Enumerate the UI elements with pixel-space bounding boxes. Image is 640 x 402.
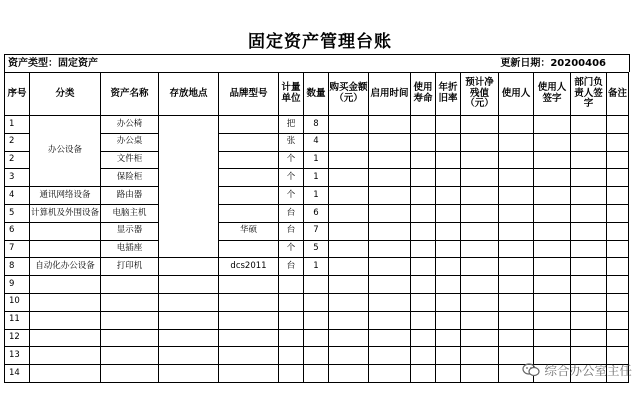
user-cell: [499, 151, 534, 169]
row-number-cell: 5: [5, 204, 30, 222]
asset-name-cell: [101, 311, 159, 329]
asset-name-cell: 办公桌: [101, 133, 159, 151]
unit-cell: [279, 347, 304, 365]
col-header: 数量: [304, 73, 329, 116]
remark-cell: [607, 116, 629, 134]
row-number-cell: 7: [5, 240, 30, 258]
service-life-cell: [411, 276, 436, 294]
depreciation-rate-cell: [436, 116, 461, 134]
asset-type-label: 资产类型：固定资产: [8, 58, 98, 69]
service-life-cell: [411, 293, 436, 311]
start-date-cell: [369, 365, 411, 383]
depreciation-rate-cell: [436, 276, 461, 294]
start-date-cell: [369, 222, 411, 240]
col-header: 预计净残值（元）: [461, 73, 499, 116]
asset-name-cell: 电脑主机: [101, 204, 159, 222]
update-date-label: 更新日期：20200406: [500, 58, 606, 69]
row-number-cell: 14: [5, 365, 30, 383]
category-cell: [30, 222, 101, 240]
meta-bar: [4, 54, 630, 72]
brand-model-cell: [219, 116, 279, 134]
quantity-cell: [304, 293, 329, 311]
user-cell: [499, 276, 534, 294]
asset-name-cell: 办公椅: [101, 116, 159, 134]
start-date-cell: [369, 347, 411, 365]
purchase-amount-cell: [329, 365, 369, 383]
remark-cell: [607, 169, 629, 187]
location-cell: [159, 365, 219, 383]
asset-name-cell: [101, 329, 159, 347]
service-life-cell: [411, 151, 436, 169]
quantity-cell: [304, 276, 329, 294]
service-life-cell: [411, 222, 436, 240]
depreciation-rate-cell: [436, 311, 461, 329]
user-signature-cell: [534, 293, 571, 311]
purchase-amount-cell: [329, 293, 369, 311]
unit-cell: 台: [279, 258, 304, 276]
depreciation-rate-cell: [436, 169, 461, 187]
start-date-cell: [369, 329, 411, 347]
remark-cell: [607, 133, 629, 151]
user-signature-cell: [534, 133, 571, 151]
residual-value-cell: [461, 133, 499, 151]
service-life-cell: [411, 116, 436, 134]
purchase-amount-cell: [329, 169, 369, 187]
unit-cell: 把: [279, 116, 304, 134]
brand-model-cell: [219, 329, 279, 347]
head-signature-cell: [571, 329, 607, 347]
row-number-cell: 12: [5, 329, 30, 347]
unit-cell: [279, 365, 304, 383]
row-number-cell: 2: [5, 151, 30, 169]
user-signature-cell: [534, 187, 571, 205]
col-header: 启用时间: [369, 73, 411, 116]
user-signature-cell: [534, 240, 571, 258]
asset-name-cell: [101, 293, 159, 311]
row-number-cell: 1: [5, 116, 30, 134]
quantity-cell: 6: [304, 204, 329, 222]
depreciation-rate-cell: [436, 187, 461, 205]
col-header: 计量单位: [279, 73, 304, 116]
head-signature-cell: [571, 169, 607, 187]
residual-value-cell: [461, 116, 499, 134]
category-cell: [30, 240, 101, 258]
depreciation-rate-cell: [436, 151, 461, 169]
user-signature-cell: [534, 276, 571, 294]
head-signature-cell: [571, 293, 607, 311]
asset-name-cell: 显示器: [101, 222, 159, 240]
quantity-cell: 1: [304, 258, 329, 276]
location-cell: [159, 329, 219, 347]
row-number-cell: 3: [5, 169, 30, 187]
unit-cell: 个: [279, 151, 304, 169]
unit-cell: 个: [279, 240, 304, 258]
page-title: 固定资产管理台账: [248, 32, 392, 52]
category-cell: [30, 311, 101, 329]
table-row: [5, 187, 629, 205]
user-cell: [499, 133, 534, 151]
asset-name-cell: [101, 365, 159, 383]
row-number-cell: 11: [5, 311, 30, 329]
depreciation-rate-cell: [436, 204, 461, 222]
quantity-cell: 1: [304, 169, 329, 187]
start-date-cell: [369, 116, 411, 134]
asset-name-cell: 电插座: [101, 240, 159, 258]
residual-value-cell: [461, 365, 499, 383]
col-header: 使用人签字: [534, 73, 571, 116]
start-date-cell: [369, 311, 411, 329]
remark-cell: [607, 222, 629, 240]
residual-value-cell: [461, 204, 499, 222]
quantity-cell: 7: [304, 222, 329, 240]
user-signature-cell: [534, 258, 571, 276]
table-header: [5, 73, 629, 116]
unit-cell: 台: [279, 222, 304, 240]
service-life-cell: [411, 329, 436, 347]
head-signature-cell: [571, 240, 607, 258]
remark-cell: [607, 276, 629, 294]
location-cell: [159, 347, 219, 365]
purchase-amount-cell: [329, 329, 369, 347]
user-cell: [499, 240, 534, 258]
quantity-cell: 5: [304, 240, 329, 258]
residual-value-cell: [461, 258, 499, 276]
unit-cell: 台: [279, 204, 304, 222]
service-life-cell: [411, 133, 436, 151]
asset-name-cell: [101, 347, 159, 365]
user-signature-cell: [534, 116, 571, 134]
head-signature-cell: [571, 258, 607, 276]
table-row: [5, 204, 629, 222]
table-row: [5, 276, 629, 294]
quantity-cell: [304, 347, 329, 365]
purchase-amount-cell: [329, 133, 369, 151]
asset-name-cell: 保险柜: [101, 169, 159, 187]
user-cell: [499, 293, 534, 311]
unit-cell: [279, 276, 304, 294]
remark-cell: [607, 311, 629, 329]
row-number-cell: 9: [5, 276, 30, 294]
col-header: 分类: [30, 73, 101, 116]
brand-model-cell: [219, 365, 279, 383]
unit-cell: [279, 311, 304, 329]
user-cell: [499, 258, 534, 276]
watermark: [522, 360, 632, 380]
table-row: [5, 258, 629, 276]
asset-name-cell: 路由器: [101, 187, 159, 205]
category-cell: [30, 293, 101, 311]
depreciation-rate-cell: [436, 222, 461, 240]
purchase-amount-cell: [329, 204, 369, 222]
asset-ledger-table: [4, 72, 629, 383]
quantity-cell: 1: [304, 151, 329, 169]
purchase-amount-cell: [329, 116, 369, 134]
start-date-cell: [369, 204, 411, 222]
quantity-cell: 1: [304, 187, 329, 205]
residual-value-cell: [461, 187, 499, 205]
purchase-amount-cell: [329, 151, 369, 169]
service-life-cell: [411, 169, 436, 187]
start-date-cell: [369, 151, 411, 169]
remark-cell: [607, 293, 629, 311]
purchase-amount-cell: [329, 347, 369, 365]
row-number-cell: 6: [5, 222, 30, 240]
residual-value-cell: [461, 347, 499, 365]
category-cell: [30, 365, 101, 383]
depreciation-rate-cell: [436, 347, 461, 365]
location-cell: [159, 116, 219, 258]
brand-model-cell: [219, 204, 279, 222]
residual-value-cell: [461, 240, 499, 258]
col-header: 年折旧率: [436, 73, 461, 116]
category-cell: [30, 347, 101, 365]
service-life-cell: [411, 204, 436, 222]
depreciation-rate-cell: [436, 365, 461, 383]
user-cell: [499, 116, 534, 134]
residual-value-cell: [461, 151, 499, 169]
start-date-cell: [369, 169, 411, 187]
depreciation-rate-cell: [436, 329, 461, 347]
table-body: [5, 116, 629, 383]
unit-cell: [279, 329, 304, 347]
unit-cell: 张: [279, 133, 304, 151]
service-life-cell: [411, 258, 436, 276]
depreciation-rate-cell: [436, 133, 461, 151]
category-cell: 通讯网络设备: [30, 187, 101, 205]
purchase-amount-cell: [329, 240, 369, 258]
user-cell: [499, 169, 534, 187]
brand-model-cell: dcs2011: [219, 258, 279, 276]
brand-model-cell: [219, 133, 279, 151]
asset-name-cell: [101, 276, 159, 294]
service-life-cell: [411, 187, 436, 205]
location-cell: [159, 276, 219, 294]
wechat-icon: [522, 363, 540, 377]
user-cell: [499, 311, 534, 329]
head-signature-cell: [571, 204, 607, 222]
remark-cell: [607, 329, 629, 347]
head-signature-cell: [571, 133, 607, 151]
category-cell: 计算机及外围设备: [30, 204, 101, 222]
residual-value-cell: [461, 169, 499, 187]
row-number-cell: 2: [5, 133, 30, 151]
brand-model-cell: [219, 347, 279, 365]
head-signature-cell: [571, 222, 607, 240]
brand-model-cell: [219, 151, 279, 169]
row-number-cell: 10: [5, 293, 30, 311]
remark-cell: [607, 258, 629, 276]
start-date-cell: [369, 187, 411, 205]
col-header: 使用人: [499, 73, 534, 116]
service-life-cell: [411, 347, 436, 365]
start-date-cell: [369, 293, 411, 311]
brand-model-cell: [219, 169, 279, 187]
unit-cell: 个: [279, 187, 304, 205]
user-signature-cell: [534, 151, 571, 169]
col-header: 资产名称: [101, 73, 159, 116]
table-row: [5, 329, 629, 347]
residual-value-cell: [461, 329, 499, 347]
quantity-cell: [304, 365, 329, 383]
head-signature-cell: [571, 311, 607, 329]
col-header: 品牌型号: [219, 73, 279, 116]
brand-model-cell: [219, 311, 279, 329]
brand-model-cell: [219, 276, 279, 294]
category-cell: 自动化办公设备: [30, 258, 101, 276]
start-date-cell: [369, 133, 411, 151]
start-date-cell: [369, 276, 411, 294]
category-cell: [30, 329, 101, 347]
quantity-cell: [304, 311, 329, 329]
user-signature-cell: [534, 204, 571, 222]
user-cell: [499, 222, 534, 240]
col-header: 序号: [5, 73, 30, 116]
unit-cell: 个: [279, 169, 304, 187]
category-cell: [30, 276, 101, 294]
service-life-cell: [411, 311, 436, 329]
brand-model-cell: 华硕: [219, 222, 279, 240]
start-date-cell: [369, 258, 411, 276]
remark-cell: [607, 240, 629, 258]
user-signature-cell: [534, 222, 571, 240]
brand-model-cell: [219, 293, 279, 311]
row-number-cell: 13: [5, 347, 30, 365]
start-date-cell: [369, 240, 411, 258]
purchase-amount-cell: [329, 311, 369, 329]
residual-value-cell: [461, 276, 499, 294]
col-header: 部门负责人签字: [571, 73, 607, 116]
purchase-amount-cell: [329, 258, 369, 276]
user-cell: [499, 187, 534, 205]
head-signature-cell: [571, 276, 607, 294]
remark-cell: [607, 187, 629, 205]
purchase-amount-cell: [329, 222, 369, 240]
table-row: [5, 116, 629, 134]
user-signature-cell: [534, 169, 571, 187]
category-cell: 办公设备: [30, 116, 101, 187]
col-header: 备注: [607, 73, 629, 116]
table-row: [5, 293, 629, 311]
residual-value-cell: [461, 311, 499, 329]
asset-name-cell: 文件柜: [101, 151, 159, 169]
location-cell: [159, 293, 219, 311]
watermark-text: 综合办公室主任: [544, 363, 632, 378]
brand-model-cell: [219, 187, 279, 205]
remark-cell: [607, 204, 629, 222]
row-number-cell: 4: [5, 187, 30, 205]
remark-cell: [607, 151, 629, 169]
user-signature-cell: [534, 329, 571, 347]
depreciation-rate-cell: [436, 293, 461, 311]
col-header: 购买金额（元）: [329, 73, 369, 116]
table-row: [5, 222, 629, 240]
table-row: [5, 311, 629, 329]
asset-name-cell: 打印机: [101, 258, 159, 276]
service-life-cell: [411, 365, 436, 383]
quantity-cell: 4: [304, 133, 329, 151]
location-cell: [159, 311, 219, 329]
depreciation-rate-cell: [436, 240, 461, 258]
user-signature-cell: [534, 311, 571, 329]
unit-cell: [279, 293, 304, 311]
location-cell: [159, 258, 219, 276]
head-signature-cell: [571, 187, 607, 205]
quantity-cell: 8: [304, 116, 329, 134]
depreciation-rate-cell: [436, 258, 461, 276]
head-signature-cell: [571, 116, 607, 134]
residual-value-cell: [461, 293, 499, 311]
col-header: 使用寿命: [411, 73, 436, 116]
user-cell: [499, 204, 534, 222]
user-cell: [499, 329, 534, 347]
table-row: [5, 240, 629, 258]
purchase-amount-cell: [329, 276, 369, 294]
head-signature-cell: [571, 151, 607, 169]
brand-model-cell: [219, 240, 279, 258]
purchase-amount-cell: [329, 187, 369, 205]
col-header: 存放地点: [159, 73, 219, 116]
residual-value-cell: [461, 222, 499, 240]
service-life-cell: [411, 240, 436, 258]
quantity-cell: [304, 329, 329, 347]
row-number-cell: 8: [5, 258, 30, 276]
